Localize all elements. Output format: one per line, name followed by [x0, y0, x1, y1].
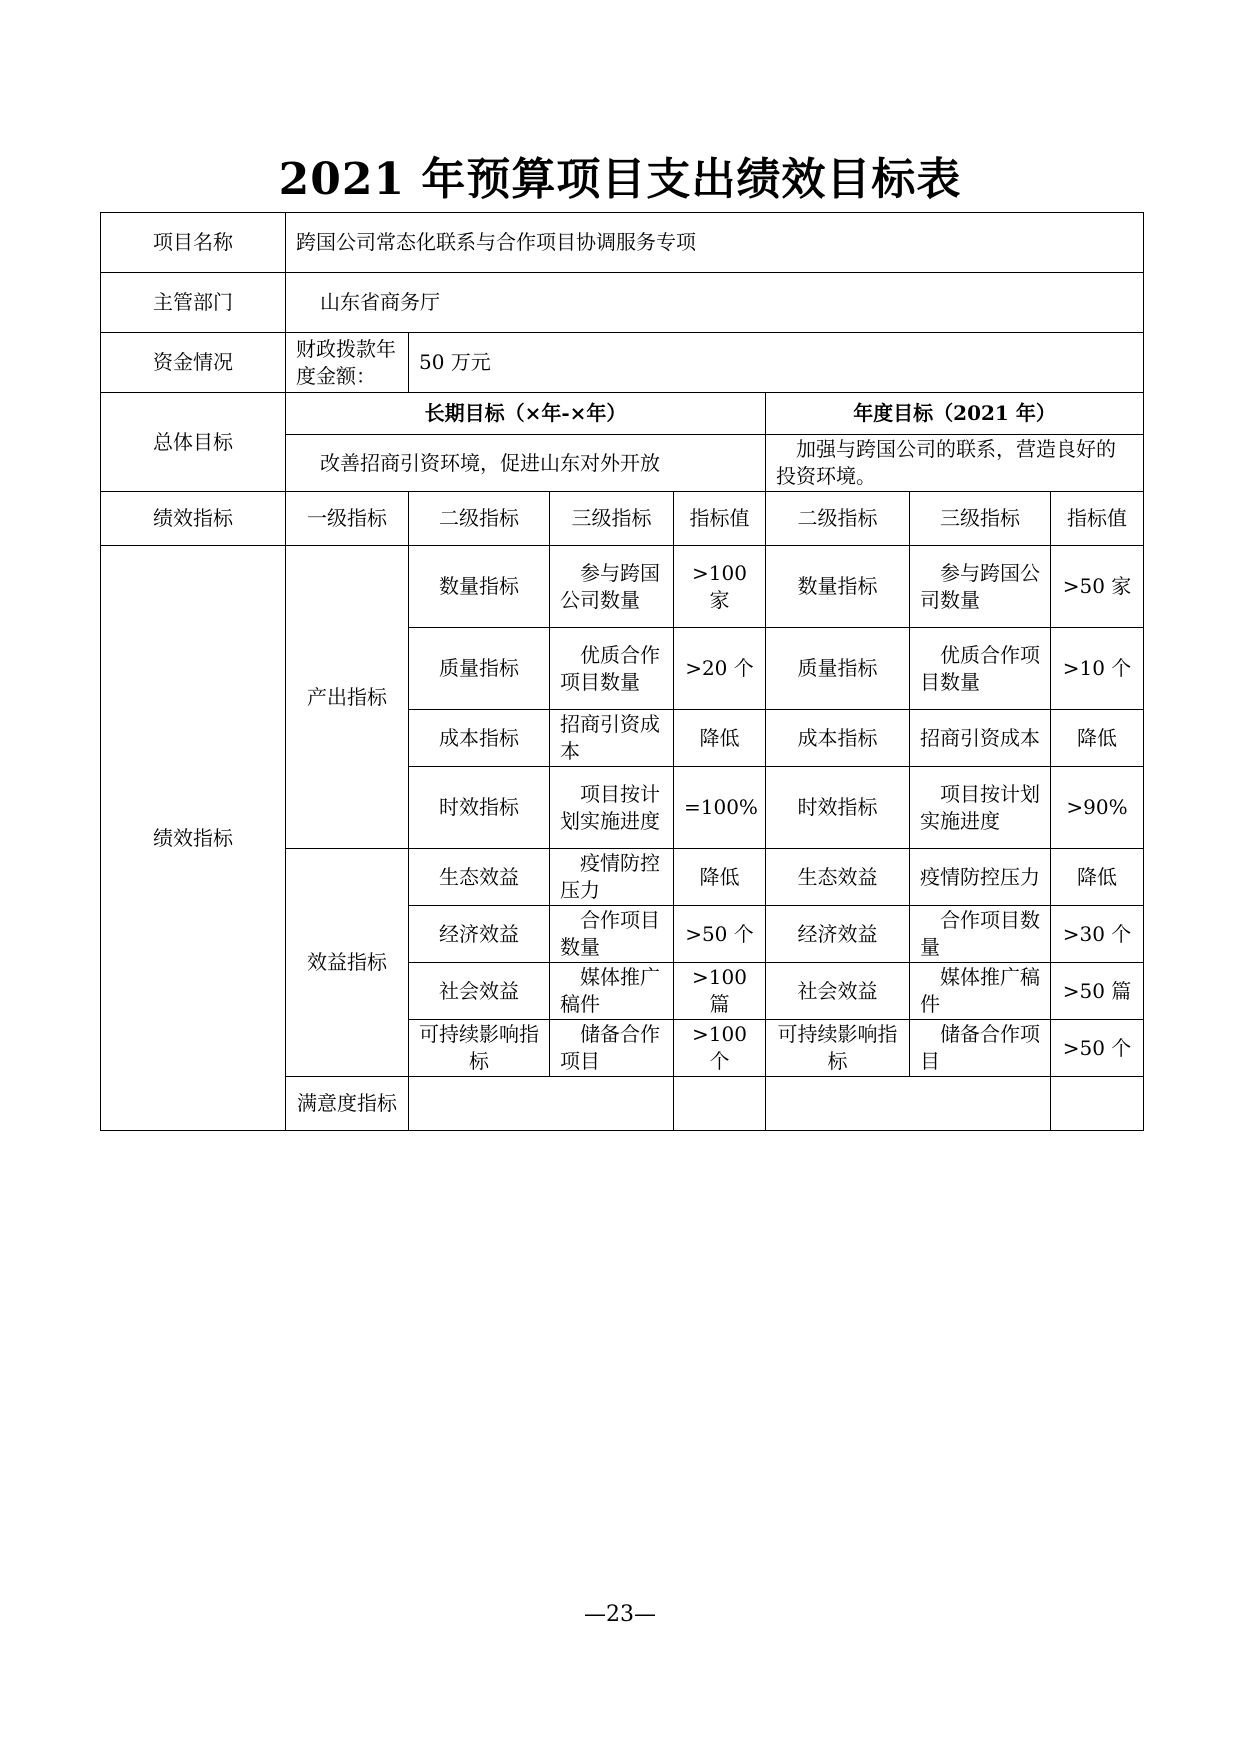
indicators-side-label: 绩效指标 — [101, 546, 286, 1131]
level2-cell: 成本指标 — [409, 710, 550, 767]
fund-sub-label: 财政拨款年度金额： — [286, 333, 409, 393]
document-title: 2021 年预算项目支出绩效目标表 — [278, 154, 962, 205]
annual-value-cell: >50 个 — [1051, 1020, 1144, 1077]
header-level1: 一级指标 — [286, 492, 409, 546]
output-indicators-label: 产出指标 — [286, 546, 409, 849]
annual-level2-cell: 成本指标 — [766, 710, 910, 767]
annual-goal-header: 年度目标（2021 年） — [766, 393, 1144, 435]
level3-cell: 项目按计划实施进度 — [550, 767, 674, 849]
annual-level3-cell: 招商引资成本 — [910, 710, 1051, 767]
header-value: 指标值 — [674, 492, 766, 546]
page-number: —23— — [584, 1602, 656, 1627]
level3-cell: 储备合作项目 — [550, 1020, 674, 1077]
project-name-label: 项目名称 — [101, 213, 286, 273]
level3-cell: 优质合作项目数量 — [550, 628, 674, 710]
project-name-value: 跨国公司常态化联系与合作项目协调服务专项 — [286, 213, 1144, 273]
annual-level3-cell: 储备合作项目 — [910, 1020, 1051, 1077]
annual-goal-text: 加强与跨国公司的联系，营造良好的投资环境。 — [766, 435, 1144, 492]
benefit-indicators-label: 效益指标 — [286, 849, 409, 1077]
level3-cell: 招商引资成本 — [550, 710, 674, 767]
satisfaction-long-term-cell — [409, 1077, 674, 1131]
annual-level3-cell: 合作项目数量 — [910, 906, 1051, 963]
annual-level3-cell: 媒体推广稿件 — [910, 963, 1051, 1020]
level3-cell: 媒体推广稿件 — [550, 963, 674, 1020]
annual-level2-cell: 可持续影响指标 — [766, 1020, 910, 1077]
level2-cell: 数量指标 — [409, 546, 550, 628]
value-cell: 降低 — [674, 710, 766, 767]
satisfaction-annual-value-cell — [1051, 1077, 1144, 1131]
level2-cell: 经济效益 — [409, 906, 550, 963]
value-cell: >100 篇 — [674, 963, 766, 1020]
dept-value: 山东省商务厅 — [286, 273, 1144, 333]
header-level2: 二级指标 — [409, 492, 550, 546]
fund-label: 资金情况 — [101, 333, 286, 393]
dept-row — [101, 273, 1144, 333]
long-term-goal-text: 改善招商引资环境，促进山东对外开放 — [286, 435, 766, 492]
annual-level3-cell: 项目按计划实施进度 — [910, 767, 1051, 849]
header-annual-level2: 二级指标 — [766, 492, 910, 546]
level2-cell: 质量指标 — [409, 628, 550, 710]
header-level3: 三级指标 — [550, 492, 674, 546]
annual-level2-cell: 时效指标 — [766, 767, 910, 849]
project-name-row — [101, 213, 1144, 273]
annual-level2-cell: 质量指标 — [766, 628, 910, 710]
annual-value-cell: >30 个 — [1051, 906, 1144, 963]
value-cell: >20 个 — [674, 628, 766, 710]
annual-level3-cell: 疫情防控压力 — [910, 849, 1051, 906]
level3-cell: 参与跨国公司数量 — [550, 546, 674, 628]
long-term-goal-header: 长期目标（×年-×年） — [286, 393, 766, 435]
value-cell: >100 家 — [674, 546, 766, 628]
value-cell: >50 个 — [674, 906, 766, 963]
level2-cell: 时效指标 — [409, 767, 550, 849]
indicator-header-row — [101, 492, 1144, 546]
value-cell: >100 个 — [674, 1020, 766, 1077]
value-cell: =100% — [674, 767, 766, 849]
dept-label: 主管部门 — [101, 273, 286, 333]
annual-value-cell: >10 个 — [1051, 628, 1144, 710]
fund-amount: 50 万元 — [409, 333, 1144, 393]
level2-cell: 社会效益 — [409, 963, 550, 1020]
satisfaction-indicators-label: 满意度指标 — [286, 1077, 409, 1131]
annual-level3-cell: 优质合作项目数量 — [910, 628, 1051, 710]
annual-value-cell: >90% — [1051, 767, 1144, 849]
level2-cell: 生态效益 — [409, 849, 550, 906]
level3-cell: 合作项目数量 — [550, 906, 674, 963]
goals-header-row — [101, 393, 1144, 435]
annual-value-cell: >50 篇 — [1051, 963, 1144, 1020]
table-row — [101, 546, 1144, 628]
satisfaction-value-cell — [674, 1077, 766, 1131]
annual-level2-cell: 数量指标 — [766, 546, 910, 628]
annual-value-cell: 降低 — [1051, 849, 1144, 906]
annual-value-cell: >50 家 — [1051, 546, 1144, 628]
annual-level2-cell: 经济效益 — [766, 906, 910, 963]
indicator-header-label: 绩效指标 — [101, 492, 286, 546]
header-annual-level3: 三级指标 — [910, 492, 1051, 546]
level2-cell: 可持续影响指标 — [409, 1020, 550, 1077]
performance-target-table — [100, 212, 1144, 1131]
annual-level3-cell: 参与跨国公司数量 — [910, 546, 1051, 628]
fund-row — [101, 333, 1144, 393]
goals-label: 总体目标 — [101, 393, 286, 492]
header-annual-value: 指标值 — [1051, 492, 1144, 546]
satisfaction-annual-cell — [766, 1077, 1051, 1131]
annual-level2-cell: 生态效益 — [766, 849, 910, 906]
annual-level2-cell: 社会效益 — [766, 963, 910, 1020]
level3-cell: 疫情防控压力 — [550, 849, 674, 906]
annual-value-cell: 降低 — [1051, 710, 1144, 767]
value-cell: 降低 — [674, 849, 766, 906]
